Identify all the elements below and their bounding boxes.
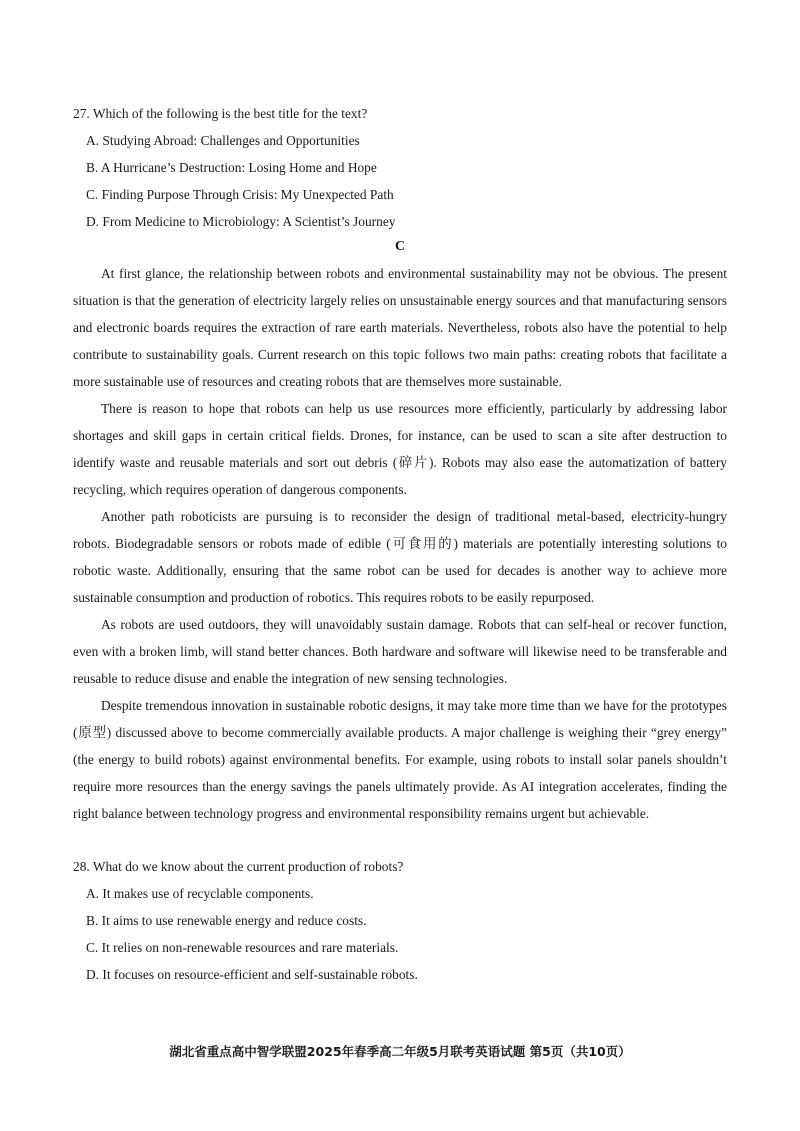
passage-paragraph-5: Despite tremendous innovation in sustainable robotic designs, it may take more time than we have for the prototypes (原型) discussed above to become commercially available products. A major challenge is weighing their “grey energy” (the energy to build robots) against environmental benefits. For example, using robots to install solar panels shouldn’t require more resources than the energy savings the panels ultimately provide. As AI integration accelerates, finding the right balance between technology progress and environmental responsibility remains urgent but achievable.	[73, 698, 727, 821]
question-28-option-b: B. It aims to use renewable energy and reduce costs.	[86, 913, 367, 928]
passage-paragraph-4: As robots are used outdoors, they will unavoidably sustain damage. Robots that can self-heal or recover function, even with a broken limb, will stand better chances. Both hardware and software will likewise need to be transferable and reusable to reduce disuse and enable the integration of new sensing technologies.	[73, 617, 727, 686]
question-28	[73, 853, 733, 988]
question-27	[73, 100, 733, 235]
passage-paragraph-3: Another path roboticists are pursuing is to reconsider the design of traditional metal-based, electricity-hungry robots. Biodegradable sensors or robots made of edible (可食用的) materials are potentially interesting solutions to robotic waste. Additionally, ensuring that the same robot can be used for decades is another way to achieve more sustainable consumption and production of robotics. This requires robots to be easily repurposed.	[73, 509, 727, 605]
question-27-option-c: C. Finding Purpose Through Crisis: My Unexpected Path	[86, 187, 394, 202]
question-27-option-d: D. From Medicine to Microbiology: A Scientist’s Journey	[86, 214, 396, 229]
reading-passage	[73, 260, 727, 827]
question-27-option-b: B. A Hurricane’s Destruction: Losing Home and Hope	[86, 160, 377, 175]
question-28-option-d: D. It focuses on resource-efficient and self-sustainable robots.	[86, 967, 418, 982]
page-footer: 湖北省重点高中智学联盟2025年春季高二年级5月联考英语试题 第5页（共10页）	[169, 1044, 631, 1059]
passage-paragraph-1: At first glance, the relationship between robots and environmental sustainability may not be obvious. The present situation is that the generation of electricity largely relies on unsustainable energy sources and that manufacturing sensors and electronic boards requires the extraction of rare earth materials. Nevertheless, robots also have the potential to help contribute to sustainability goals. Current research on this topic follows two main paths: creating robots that facilitate a more sustainable use of resources and creating robots that are themselves more sustainable.	[73, 266, 727, 389]
section-heading: C	[394, 239, 406, 254]
question-28-stem: 28. What do we know about the current production of robots?	[73, 859, 404, 874]
passage-paragraph-2: There is reason to hope that robots can help us use resources more efficiently, particularly by addressing labor shortages and skill gaps in certain critical fields. Drones, for instance, can be used to scan a site after destruction to identify waste and reusable materials and sort out debris (碎片). Robots may also ease the automatization of battery recycling, which requires operation of dangerous components.	[73, 401, 727, 497]
question-27-option-a: A. Studying Abroad: Challenges and Opportunities	[86, 133, 360, 148]
question-27-stem: 27. Which of the following is the best title for the text?	[73, 106, 368, 121]
question-28-option-c: C. It relies on non-renewable resources and rare materials.	[86, 940, 399, 955]
question-28-option-a: A. It makes use of recyclable components.	[86, 886, 314, 901]
